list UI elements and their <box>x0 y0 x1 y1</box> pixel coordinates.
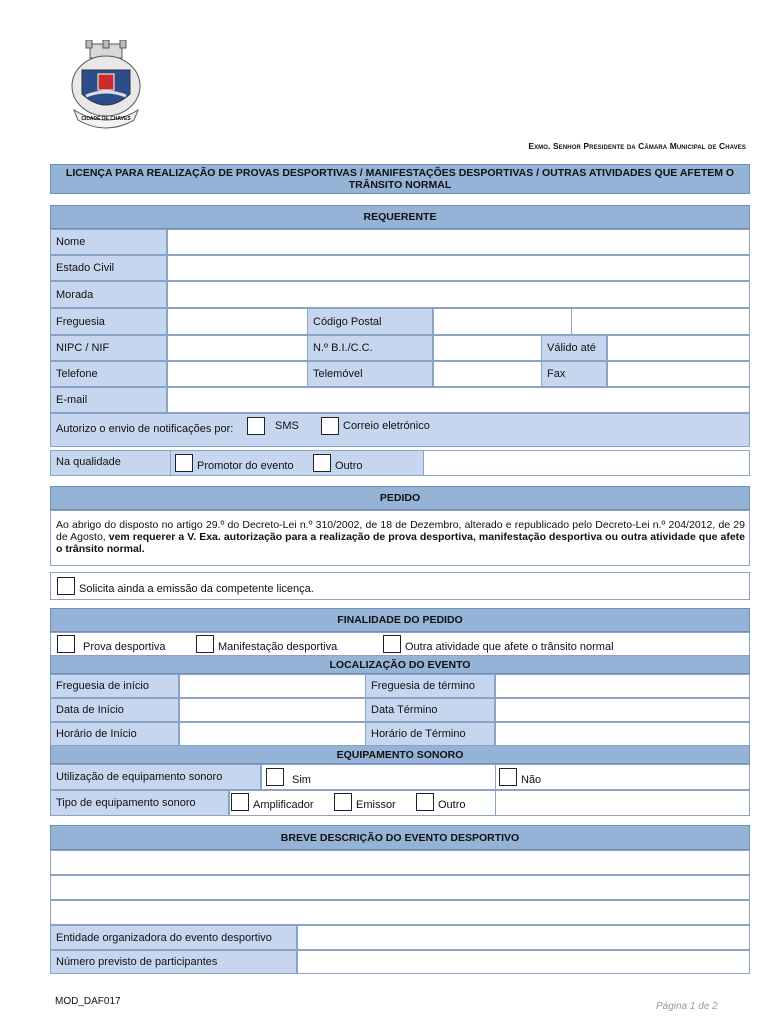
codigo-postal-field[interactable] <box>433 309 571 334</box>
horario-evento-row <box>50 722 750 746</box>
manifestacao-option[interactable] <box>196 635 337 653</box>
data-termino-field[interactable] <box>495 699 749 721</box>
emissor-checkbox[interactable] <box>334 793 352 811</box>
emissor-option[interactable] <box>334 793 396 811</box>
prova-option[interactable] <box>57 635 166 653</box>
email-label: E-mail <box>51 388 167 412</box>
estado-civil-label: Estado Civil <box>51 256 167 280</box>
promotor-label: Promotor do evento <box>197 460 294 472</box>
telemovel-label: Telemóvel <box>307 362 433 386</box>
qualidade-outro-field[interactable] <box>423 451 749 475</box>
finalidade-row <box>50 632 750 656</box>
freg-termino-label: Freguesia de término <box>365 675 495 697</box>
freg-inicio-field[interactable] <box>179 675 365 697</box>
amplificador-checkbox[interactable] <box>231 793 249 811</box>
morada-row <box>50 281 750 308</box>
addressee: Exmo. Senhor Presidente da Câmara Municipal de Chaves <box>528 141 746 151</box>
qualidade-row <box>50 450 750 476</box>
outro-qualidade-label: Outro <box>335 460 363 472</box>
email-row <box>50 387 750 413</box>
manifestacao-label: Manifestação desportiva <box>218 641 338 653</box>
nao-label: Não <box>521 774 542 786</box>
sms-label: SMS <box>275 420 299 432</box>
nome-field[interactable] <box>167 230 749 254</box>
data-evento-row <box>50 698 750 722</box>
correio-option[interactable] <box>321 417 430 435</box>
outro-equipamento-option[interactable] <box>416 793 466 811</box>
solicita-option[interactable] <box>57 577 314 595</box>
outro-equipamento-label: Outro <box>438 799 466 811</box>
bi-field[interactable] <box>433 336 541 360</box>
nipc-field[interactable] <box>167 336 307 360</box>
nome-label: Nome <box>51 230 167 254</box>
descricao-line-1[interactable] <box>50 850 750 875</box>
section-descricao: BREVE DESCRIÇÃO DO EVENTO DESPORTIVO <box>50 825 750 850</box>
descricao-line-3[interactable] <box>50 900 750 925</box>
nome-row <box>50 229 750 255</box>
bi-label: N.º B.I./C.C. <box>307 336 433 360</box>
freguesia-label: Freguesia <box>51 309 167 334</box>
outra-atividade-label: Outra atividade que afete o trânsito normal <box>405 641 614 653</box>
sim-cell <box>261 765 495 789</box>
morada-label: Morada <box>51 282 167 307</box>
section-equipamento: EQUIPAMENTO SONORO <box>50 746 750 764</box>
emissor-label: Emissor <box>356 799 396 811</box>
manifestacao-checkbox[interactable] <box>196 635 214 653</box>
municipal-coat-of-arms <box>60 40 152 132</box>
fax-label: Fax <box>541 362 607 386</box>
sim-option[interactable] <box>266 768 311 786</box>
valido-label: Válido até <box>541 336 607 360</box>
telemovel-field[interactable] <box>433 362 541 386</box>
outra-atividade-checkbox[interactable] <box>383 635 401 653</box>
promotor-option[interactable] <box>175 454 294 472</box>
estado-civil-field[interactable] <box>167 256 749 280</box>
valido-field[interactable] <box>607 336 749 360</box>
notificacoes-row <box>50 413 750 447</box>
sim-label: Sim <box>292 774 311 786</box>
email-field[interactable] <box>167 388 749 412</box>
outra-atividade-option[interactable] <box>383 635 614 653</box>
nipc-row <box>50 335 750 361</box>
hora-termino-field[interactable] <box>495 723 749 745</box>
participantes-row <box>50 950 750 974</box>
nao-option[interactable] <box>499 768 541 786</box>
prova-checkbox[interactable] <box>57 635 75 653</box>
solicita-label: Solicita ainda a emissão da competente licença. <box>79 583 314 595</box>
hora-termino-label: Horário de Término <box>365 723 495 745</box>
entidade-field[interactable] <box>297 926 749 949</box>
form-title: LICENÇA PARA REALIZAÇÃO DE PROVAS DESPORTIVAS / MANIFESTAÇÕES DESPORTIVAS / OUTRAS ATIVIDADES QUE AFETEM O TRÂNSITO NORMAL <box>50 164 750 194</box>
nao-checkbox[interactable] <box>499 768 517 786</box>
codigo-postal-label: Código Postal <box>307 309 433 334</box>
promotor-checkbox[interactable] <box>175 454 193 472</box>
codigo-postal-ext-field[interactable] <box>571 309 749 334</box>
amplificador-option[interactable] <box>231 793 314 811</box>
pedido-text: Ao abrigo do disposto no artigo 29.º do Decreto-Lei n.º 310/2002, de 18 de Dezembro, alterado e republicado pelo Decreto-Lei n.º 204/2012, de 29 de Agosto, vem requerer a V. Exa. autorização para a realização de prova desportiva, manifestação desportiva ou outra atividade que afete o trânsito normal. <box>50 510 750 566</box>
data-inicio-field[interactable] <box>179 699 365 721</box>
data-termino-label: Data Término <box>365 699 495 721</box>
tipo-outro-field[interactable] <box>495 791 749 815</box>
prova-label: Prova desportiva <box>83 641 166 653</box>
utilizacao-label: Utilização de equipamento sonoro <box>51 765 261 789</box>
estado-civil-row <box>50 255 750 281</box>
utilizacao-row <box>50 764 750 790</box>
amplificador-label: Amplificador <box>253 799 314 811</box>
tipo-row <box>50 790 750 816</box>
sms-option[interactable] <box>247 417 299 435</box>
sms-checkbox[interactable] <box>247 417 265 435</box>
correio-label: Correio eletrónico <box>343 420 430 432</box>
solicita-checkbox[interactable] <box>57 577 75 595</box>
telefone-field[interactable] <box>167 362 307 386</box>
participantes-field[interactable] <box>297 951 749 973</box>
tipo-label: Tipo de equipamento sonoro <box>51 791 229 815</box>
freguesia-row <box>50 308 750 335</box>
data-inicio-label: Data de Início <box>51 699 179 721</box>
fax-field[interactable] <box>607 362 749 386</box>
nipc-label: NIPC / NIF <box>51 336 167 360</box>
entidade-row <box>50 925 750 950</box>
outro-qualidade-option[interactable] <box>313 454 363 472</box>
telefone-row <box>50 361 750 387</box>
freg-inicio-label: Freguesia de início <box>51 675 179 697</box>
descricao-line-2[interactable] <box>50 875 750 900</box>
sim-checkbox[interactable] <box>266 768 284 786</box>
freguesia-field[interactable] <box>167 309 307 334</box>
section-localizacao: LOCALIZAÇÃO DO EVENTO <box>50 656 750 674</box>
tipo-options <box>229 791 495 815</box>
nao-cell <box>495 765 749 789</box>
section-finalidade: FINALIDADE DO PEDIDO <box>50 608 750 632</box>
telefone-label: Telefone <box>51 362 167 386</box>
qualidade-options <box>171 451 423 475</box>
freg-termino-field[interactable] <box>495 675 749 697</box>
form-code: MOD_DAF017 <box>55 996 121 1007</box>
solicita-row <box>50 572 750 600</box>
section-requerente: REQUERENTE <box>50 205 750 229</box>
morada-field[interactable] <box>167 282 749 307</box>
qualidade-label: Na qualidade <box>51 451 171 475</box>
hora-inicio-field[interactable] <box>179 723 365 745</box>
page-number: Página 1 de 2 <box>656 1001 718 1012</box>
section-pedido: PEDIDO <box>50 486 750 510</box>
correio-checkbox[interactable] <box>321 417 339 435</box>
entidade-label: Entidade organizadora do evento desportivo <box>51 926 297 949</box>
outro-qualidade-checkbox[interactable] <box>313 454 331 472</box>
hora-inicio-label: Horário de Início <box>51 723 179 745</box>
logo-ribbon-text: CIDADE DE CHAVES <box>81 116 131 122</box>
autorizo-label: Autorizo o envio de notificações por: <box>56 423 234 435</box>
freguesia-evento-row <box>50 674 750 698</box>
participantes-label: Número previsto de participantes <box>51 951 297 973</box>
outro-equipamento-checkbox[interactable] <box>416 793 434 811</box>
